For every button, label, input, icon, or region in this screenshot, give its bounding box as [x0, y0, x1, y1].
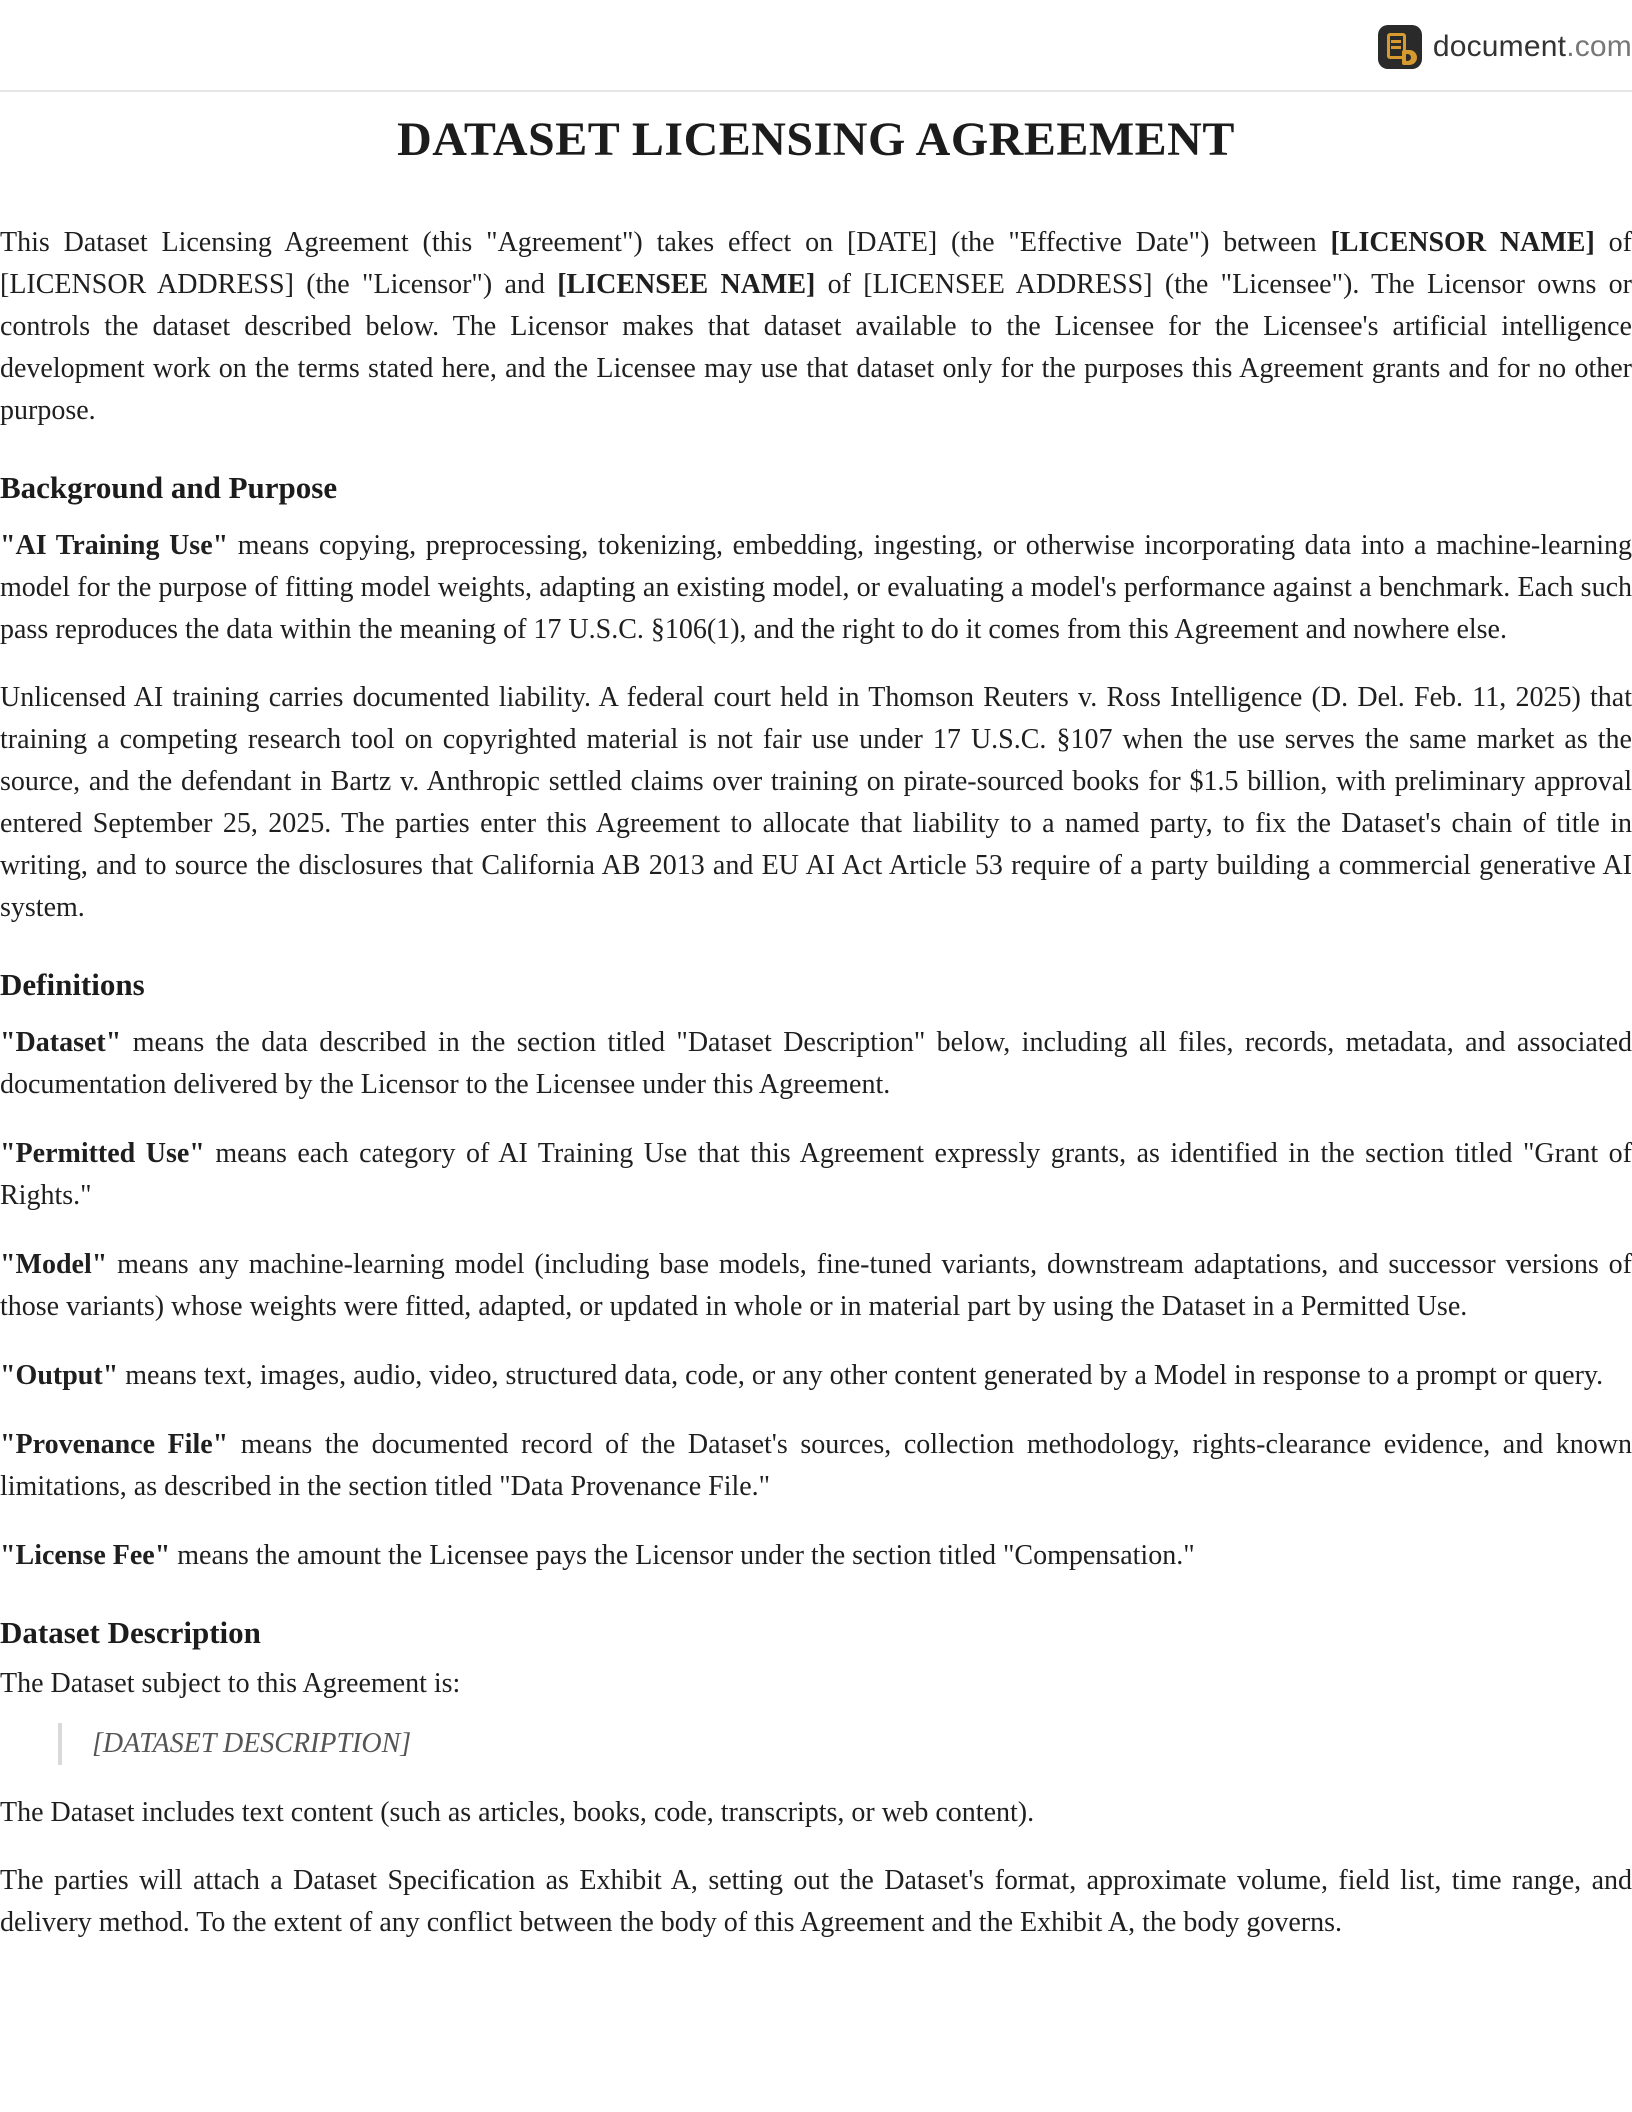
definition-item: [0, 1022, 1632, 1106]
intro-paragraph: [0, 222, 1632, 432]
dataset-description-placeholder: [DATASET DESCRIPTION]: [58, 1723, 1632, 1765]
definition-item: [0, 1535, 1632, 1577]
dataset-description-paragraph-1: The Dataset includes text content (such as articles, books, code, transcripts, or web content).: [0, 1797, 1035, 1828]
brand-name-tld: .com: [1566, 30, 1632, 63]
intro-text-1: This Dataset Licensing Agreement (this "Agreement") takes effect on [DATE] (the "Effective Date") between: [0, 227, 1331, 258]
definition-term: "Provenance File": [0, 1429, 229, 1460]
definition-text: means the data described in the section titled "Dataset Description" below, including all files, records, metadata, and associated documentation delivered by the Licensor to the Licensee under this Agreement.: [0, 1027, 1632, 1100]
definition-term: "Output": [0, 1360, 119, 1391]
intro-text-2: of [LICENSOR ADDRESS] (the "Licensor") and: [0, 227, 1632, 300]
top-bar: [0, 0, 1632, 92]
definition-term: "Dataset": [0, 1027, 122, 1058]
definition-text: means the amount the Licensee pays the Licensor under the section titled "Compensation.": [170, 1540, 1195, 1571]
document-logo-icon: [1378, 25, 1422, 69]
brand-name-main: document: [1432, 30, 1567, 63]
dataset-description-paragraph-2: The parties will attach a Dataset Specification as Exhibit A, setting out the Dataset's format, approximate volume, field list, time range, and delivery method. To the extent of any conflict between the body of this Agreement and the Exhibit A, the body governs.: [0, 1865, 1632, 1938]
definition-text: means any machine-learning model (including base models, fine-tuned variants, downstream adaptations, and successor versions of those variants) whose weights were fitted, adapted, or updated in whole or in material part by using the Dataset in a Permitted Use.: [0, 1249, 1632, 1322]
definition-item: [0, 1355, 1632, 1397]
section-heading-background: Background and Purpose: [0, 470, 338, 505]
section-heading-dataset-description: Dataset Description: [0, 1615, 261, 1650]
document-title: DATASET LICENSING AGREEMENT: [397, 113, 1235, 166]
term-ai-training-use: "AI Training Use": [0, 530, 229, 561]
licensee-name: [LICENSEE NAME]: [557, 269, 816, 300]
brand-logo[interactable]: [1378, 25, 1632, 69]
intro-text-3: of [LICENSEE ADDRESS] (the "Licensee"). The Licensor owns or controls the dataset described below. The Licensor makes that dataset available to the Licensee for the Licensee's artificial intelligence development work on the terms stated here, and the Licensee may use that dataset only for the purposes this Agreement grants and for no other purpose.: [0, 269, 1632, 426]
background-paragraph-1: [0, 525, 1632, 651]
dataset-description-lead: The Dataset subject to this Agreement is:: [0, 1668, 461, 1699]
definition-text: means the documented record of the Dataset's sources, collection methodology, rights-clearance evidence, and known limitations, as described in the section titled "Data Provenance File.": [0, 1429, 1632, 1502]
background-paragraph-1-text: means copying, preprocessing, tokenizing, embedding, ingesting, or otherwise incorporating data into a machine-learning model for the purpose of fitting model weights, adapting an existing model, or evaluating a model's performance against a benchmark. Each such pass reproduces the data within the meaning of 17 U.S.C. §106(1), and the right to do it comes from this Agreement and nowhere else.: [0, 530, 1632, 645]
definition-text: means each category of AI Training Use that this Agreement expressly grants, as identified in the section titled "Grant of Rights.": [0, 1138, 1632, 1211]
licensor-name: [LICENSOR NAME]: [1330, 227, 1595, 258]
definition-term: "License Fee": [0, 1540, 171, 1571]
document-body: [0, 110, 1632, 1944]
definition-term: "Model": [0, 1249, 108, 1280]
definition-term: "Permitted Use": [0, 1138, 205, 1169]
background-paragraph-2: Unlicensed AI training carries documented liability. A federal court held in Thomson Reuters v. Ross Intelligence (D. Del. Feb. 11, 2025) that training a competing research tool on copyrighted material is not fair use under 17 U.S.C. §107 when the use serves the same market as the source, and the defendant in Bartz v. Anthropic settled claims over training on pirate-sourced books for $1.5 billion, with preliminary approval entered September 25, 2025. The parties enter this Agreement to allocate that liability to a named party, to fix the Dataset's chain of title in writing, and to source the disclosures that California AB 2013 and EU AI Act Article 53 require of a party building a commercial generative AI system.: [0, 682, 1632, 923]
section-heading-definitions: Definitions: [0, 967, 145, 1002]
brand-name: [1433, 30, 1632, 64]
definition-item: [0, 1133, 1632, 1217]
definition-text: means text, images, audio, video, structured data, code, or any other content generated by a Model in response to a prompt or query.: [118, 1360, 1604, 1391]
definition-item: [0, 1244, 1632, 1328]
definition-item: [0, 1424, 1632, 1508]
